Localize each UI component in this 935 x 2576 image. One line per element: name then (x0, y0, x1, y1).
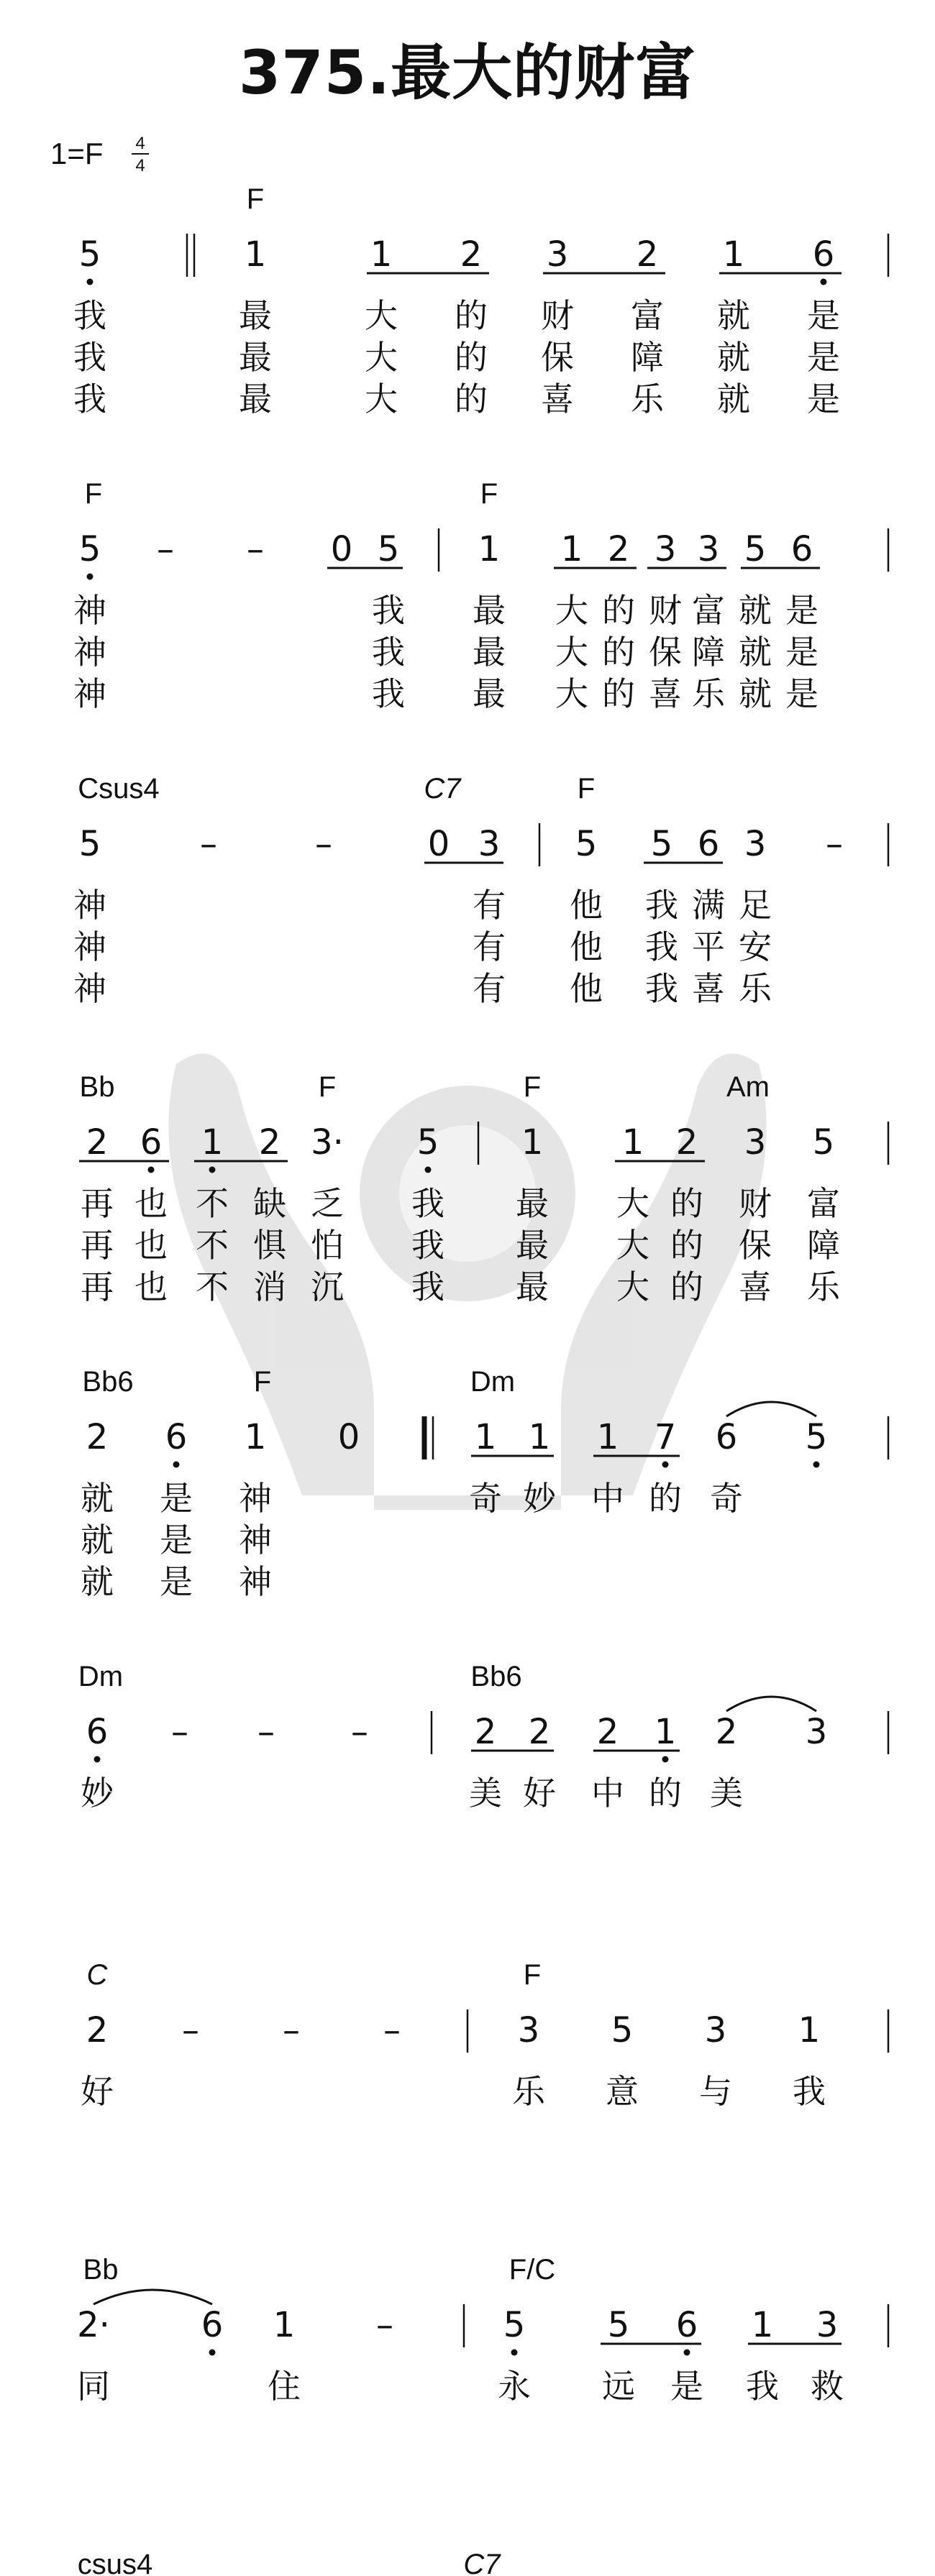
lyric-syllable: 大 (616, 1226, 649, 1265)
note: 5 (78, 234, 101, 275)
lyric-syllable: 就 (717, 338, 750, 377)
lyric-syllable: 永 (498, 2367, 531, 2406)
lyric-syllable: 我 (411, 1226, 444, 1265)
lyric-syllable: 财 (739, 1184, 772, 1223)
lyric-syllable: 我 (372, 591, 405, 630)
lyric-syllable: 我 (73, 296, 106, 335)
lyric-syllable: 是 (160, 1521, 193, 1559)
lyric-syllable: 中 (591, 1774, 624, 1812)
sustain-dash: – (157, 529, 174, 569)
chord-symbol: csus4 (77, 2549, 153, 2576)
lyric-syllable: 神 (73, 633, 106, 671)
octave-dot-below (511, 2350, 518, 2356)
octave-dot-below (209, 1167, 216, 1173)
note: 1 (474, 1417, 497, 1457)
lyric-syllable: 乐 (631, 380, 664, 418)
lyric-syllable: 是 (160, 1562, 193, 1601)
lyric-syllable: 大 (555, 633, 588, 671)
octave-dot-below (209, 2350, 216, 2356)
lyric-syllable: 喜 (739, 1268, 772, 1306)
lyric-syllable: 的 (602, 591, 635, 630)
note: 5 (650, 824, 673, 864)
lyric-syllable: 美 (710, 1774, 743, 1812)
lyric-syllable: 大 (555, 674, 588, 713)
lyric-syllable: 有 (473, 927, 506, 966)
octave-dot-below (87, 279, 94, 285)
note: 6 (140, 1122, 163, 1163)
note: 5 (744, 529, 767, 569)
lyric-syllable: 就 (717, 296, 750, 335)
lyric-syllable: 乐 (512, 2072, 545, 2111)
chord-symbol: F (253, 1366, 272, 1398)
octave-dot-below (684, 2350, 690, 2356)
lyric-syllable: 神 (239, 1479, 272, 1518)
note: 5 (607, 2305, 630, 2345)
note: 3 (805, 1712, 828, 1752)
note: 2 (607, 529, 630, 569)
lyric-syllable: 远 (602, 2367, 635, 2406)
note: 2 (636, 234, 659, 275)
system-2 (73, 478, 888, 713)
lyric-syllable: 喜 (541, 380, 574, 418)
lyric-syllable: 我 (645, 927, 678, 966)
lyric-syllable: 保 (541, 338, 574, 377)
lyric-syllable: 足 (739, 886, 772, 925)
note: 1 (621, 1122, 644, 1163)
note: 1 (521, 1122, 544, 1163)
lyric-syllable: 的 (602, 633, 635, 671)
note: 6 (165, 1417, 188, 1457)
lyric-syllable: 神 (73, 674, 106, 713)
lyric-syllable: 大 (555, 591, 588, 630)
lyric-syllable: 的 (670, 1226, 703, 1265)
chord-symbol: F/C (508, 2254, 556, 2286)
lyric-syllable: 是 (807, 296, 840, 335)
system-8 (77, 2254, 888, 2406)
note: 6 (697, 824, 720, 864)
lyric-syllable: 财 (649, 591, 682, 630)
lyric-syllable: 也 (134, 1226, 168, 1265)
lyric-syllable: 乐 (692, 674, 725, 713)
lyric-syllable: 他 (570, 927, 603, 966)
note: 1 (201, 1122, 224, 1163)
note: 2· (77, 2305, 110, 2345)
octave-dot-below (148, 1167, 155, 1173)
lyric-syllable: 就 (81, 1521, 114, 1559)
note: 2 (528, 1712, 551, 1752)
lyric-syllable: 大 (365, 338, 398, 377)
note: 6 (812, 234, 835, 275)
note: 1 (528, 1417, 551, 1457)
lyric-syllable: 奇 (469, 1479, 502, 1518)
note: 1 (478, 529, 501, 569)
lyric-syllable: 美 (469, 1774, 502, 1812)
lyric-syllable: 的 (670, 1184, 703, 1223)
lyric-syllable: 最 (473, 674, 506, 713)
lyric-syllable: 中 (591, 1479, 624, 1518)
system-9 (73, 2549, 572, 2576)
note: 5 (575, 824, 598, 864)
sustain-dash: – (376, 2305, 393, 2345)
note: 2 (596, 1712, 619, 1752)
sustain-dash: – (315, 824, 332, 864)
note: 2 (715, 1712, 738, 1752)
system-1 (73, 183, 888, 418)
lyric-syllable: 住 (268, 2367, 301, 2406)
lyric-syllable: 与 (699, 2072, 732, 2111)
lyric-syllable: 的 (649, 1774, 682, 1812)
slur (726, 1697, 816, 1711)
chord-symbol: F (480, 478, 498, 510)
lyric-syllable: 就 (739, 674, 772, 713)
lyric-syllable: 我 (645, 886, 678, 925)
system-6 (78, 1661, 888, 1812)
lyric-syllable: 惧 (253, 1226, 286, 1265)
lyric-syllable: 神 (239, 1521, 272, 1559)
time-signature-bottom: 4 (135, 156, 145, 175)
lyric-syllable: 乐 (739, 969, 772, 1008)
lyric-syllable: 大 (616, 1268, 649, 1306)
note: 6 (675, 2305, 698, 2345)
octave-dot-below (662, 1756, 669, 1763)
lyric-syllable: 最 (473, 633, 506, 671)
lyric-syllable: 妙 (81, 1774, 114, 1812)
octave-dot-below (87, 574, 94, 580)
chord-symbol: C7 (463, 2549, 501, 2576)
sustain-dash: – (182, 2010, 199, 2050)
octave-dot-below (173, 1462, 180, 1468)
chord-symbol: Am (726, 1071, 770, 1103)
lyric-syllable: 就 (81, 1479, 114, 1518)
chord-symbol: F (577, 773, 596, 805)
lyric-syllable: 的 (602, 674, 635, 713)
lyric-syllable: 他 (570, 969, 603, 1008)
note: 2 (258, 1122, 281, 1163)
note: 7 (654, 1417, 677, 1457)
note: 6 (790, 529, 813, 569)
lyric-syllable: 也 (134, 1184, 168, 1223)
lyric-syllable: 我 (411, 1268, 444, 1306)
slur (94, 2290, 212, 2304)
chord-symbol: C7 (424, 773, 461, 805)
lyric-syllable: 我 (645, 969, 678, 1008)
lyric-syllable: 的 (455, 338, 488, 377)
note: 1 (798, 2010, 821, 2050)
lyric-syllable: 神 (73, 591, 106, 630)
chord-symbol: Bb (83, 2254, 119, 2286)
lyric-syllable: 有 (473, 886, 506, 925)
chord-symbol: F (318, 1071, 337, 1103)
note: 1 (244, 234, 267, 275)
note: 6 (201, 2305, 224, 2345)
chord-symbol: F (246, 183, 265, 215)
note: 1 (370, 234, 393, 275)
octave-dot-below (662, 1462, 669, 1468)
system-3 (73, 773, 888, 1008)
lyric-syllable: 我 (73, 338, 106, 377)
note: 2 (675, 1122, 698, 1163)
note: 3 (744, 1122, 767, 1163)
note: 5 (812, 1122, 835, 1163)
lyric-syllable: 最 (473, 591, 506, 630)
lyric-syllable: 的 (455, 380, 488, 418)
lyric-syllable: 就 (739, 591, 772, 630)
chord-symbol: F (84, 478, 103, 510)
lyric-syllable: 富 (631, 296, 664, 335)
lyric-syllable: 保 (649, 633, 682, 671)
note: 5 (503, 2305, 526, 2345)
lyric-syllable: 再 (81, 1184, 114, 1223)
chord-symbol: Csus4 (78, 773, 160, 805)
sustain-dash: – (383, 2010, 401, 2050)
chord-symbol: F (523, 1959, 542, 1991)
lyric-syllable: 的 (649, 1479, 682, 1518)
lyric-syllable: 是 (160, 1479, 193, 1518)
chord-symbol: F (523, 1071, 542, 1103)
lyric-syllable: 的 (670, 1268, 703, 1306)
note: 3 (816, 2305, 839, 2345)
note: 5 (78, 824, 101, 864)
note: 5 (377, 529, 400, 569)
note: 1 (722, 234, 745, 275)
lyric-syllable: 不 (196, 1184, 229, 1223)
lyric-syllable: 就 (717, 380, 750, 418)
note: 3 (478, 824, 501, 864)
lyric-syllable: 最 (239, 380, 272, 418)
lyric-syllable: 沉 (311, 1268, 344, 1306)
lyric-syllable: 是 (807, 338, 840, 377)
time-signature-top: 4 (135, 134, 145, 153)
note: 3 (697, 529, 720, 569)
lyric-syllable: 不 (196, 1226, 229, 1265)
lyric-syllable: 障 (692, 633, 725, 671)
lyric-syllable: 是 (807, 380, 840, 418)
octave-dot-below (94, 1756, 101, 1763)
lyric-syllable: 是 (670, 2367, 703, 2406)
note: 5 (416, 1122, 439, 1163)
note: 3 (744, 824, 767, 864)
lyric-syllable: 是 (785, 674, 818, 713)
lyric-syllable: 乐 (807, 1268, 840, 1306)
lyric-syllable: 救 (811, 2367, 844, 2406)
lyric-syllable: 好 (81, 2072, 114, 2111)
sustain-dash: – (200, 824, 217, 864)
sustain-dash: – (171, 1712, 188, 1752)
lyric-syllable: 我 (372, 674, 405, 713)
note: 2 (86, 1417, 109, 1457)
sustain-dash: – (257, 1712, 275, 1752)
slur (726, 1402, 816, 1416)
lyric-syllable: 最 (516, 1226, 549, 1265)
lyric-syllable: 最 (239, 338, 272, 377)
note: 2 (474, 1712, 497, 1752)
lyric-syllable: 满 (692, 886, 725, 925)
lyric-syllable: 神 (73, 927, 106, 966)
lyric-syllable: 最 (516, 1268, 549, 1306)
lyric-syllable: 好 (523, 1774, 556, 1812)
lyric-syllable: 是 (785, 633, 818, 671)
lyric-syllable: 意 (606, 2072, 639, 2111)
note: 1 (273, 2305, 296, 2345)
song-title: 375.最大的财富 (238, 37, 697, 108)
note: 1 (596, 1417, 619, 1457)
lyric-syllable: 有 (473, 969, 506, 1008)
note: 0 (337, 1417, 360, 1457)
lyric-syllable: 消 (253, 1268, 286, 1306)
note: 0 (427, 824, 450, 864)
lyric-syllable: 乏 (311, 1184, 344, 1223)
lyric-syllable: 神 (73, 886, 106, 925)
key-signature: 1=F (50, 137, 104, 170)
lyric-syllable: 神 (239, 1562, 272, 1601)
chord-symbol: Bb6 (82, 1366, 134, 1398)
chord-symbol: Dm (470, 1366, 516, 1398)
octave-dot-below (425, 1167, 432, 1173)
note: 2 (86, 1122, 109, 1163)
chord-symbol: Dm (78, 1661, 124, 1692)
note: 3 (517, 2010, 540, 2050)
lyric-syllable: 财 (541, 296, 574, 335)
lyric-syllable: 最 (239, 296, 272, 335)
lyric-syllable: 再 (81, 1268, 114, 1306)
lyric-syllable: 我 (793, 2072, 826, 2111)
sustain-dash: – (826, 824, 843, 864)
note: 2 (86, 2010, 109, 2050)
lyric-syllable: 大 (616, 1184, 649, 1223)
note: 1 (560, 529, 583, 569)
sustain-dash: – (351, 1712, 368, 1752)
chord-symbol: Bb (79, 1071, 115, 1103)
lyric-syllable: 妙 (523, 1479, 556, 1518)
lyric-syllable: 缺 (253, 1184, 286, 1223)
lyric-syllable: 平 (692, 927, 725, 966)
chord-symbol: C (86, 1959, 108, 1991)
lyric-syllable: 神 (73, 969, 106, 1008)
note: 1 (751, 2305, 774, 2345)
lyric-syllable: 大 (365, 380, 398, 418)
lyric-syllable: 就 (81, 1562, 114, 1601)
lyric-syllable: 他 (570, 886, 603, 925)
music-systems (73, 183, 888, 2576)
lyric-syllable: 我 (73, 380, 106, 418)
note: 3 (546, 234, 569, 275)
octave-dot-below (821, 279, 827, 285)
lyric-syllable: 的 (455, 296, 488, 335)
note: 0 (330, 529, 353, 569)
lyric-syllable: 最 (516, 1184, 549, 1223)
lyric-syllable: 是 (785, 591, 818, 630)
lyric-syllable: 奇 (710, 1479, 743, 1518)
lyric-syllable: 大 (365, 296, 398, 335)
lyric-syllable: 我 (372, 633, 405, 671)
note: 5 (78, 529, 101, 569)
lyric-syllable: 也 (134, 1268, 168, 1306)
lyric-syllable: 障 (631, 338, 664, 377)
octave-dot-below (813, 1462, 820, 1468)
lyric-syllable: 障 (807, 1226, 840, 1265)
system-5 (81, 1366, 888, 1601)
lyric-syllable: 保 (739, 1226, 772, 1265)
note: 5 (805, 1417, 828, 1457)
lyric-syllable: 富 (692, 591, 725, 630)
note: 3 (704, 2010, 727, 2050)
sustain-dash: – (247, 529, 264, 569)
system-7 (81, 1959, 888, 2111)
note: 6 (86, 1712, 109, 1752)
lyric-syllable: 安 (739, 927, 772, 966)
sustain-dash: – (283, 2010, 300, 2050)
note: 6 (715, 1417, 738, 1457)
lyric-syllable: 喜 (649, 674, 682, 713)
lyric-syllable: 同 (77, 2367, 110, 2406)
note: 2 (460, 234, 483, 275)
lyric-syllable: 不 (196, 1268, 229, 1306)
lyric-syllable: 富 (807, 1184, 840, 1223)
lyric-syllable: 我 (411, 1184, 444, 1223)
chord-symbol: Bb6 (470, 1661, 522, 1692)
note: 1 (244, 1417, 267, 1457)
note: 3· (311, 1122, 344, 1163)
lyric-syllable: 怕 (311, 1226, 344, 1265)
lyric-syllable: 我 (746, 2367, 779, 2406)
note: 5 (611, 2010, 634, 2050)
note: 1 (654, 1712, 677, 1752)
lyric-syllable: 再 (81, 1226, 114, 1265)
note: 3 (654, 529, 677, 569)
lyric-syllable: 就 (739, 633, 772, 671)
lyric-syllable: 喜 (692, 969, 725, 1008)
